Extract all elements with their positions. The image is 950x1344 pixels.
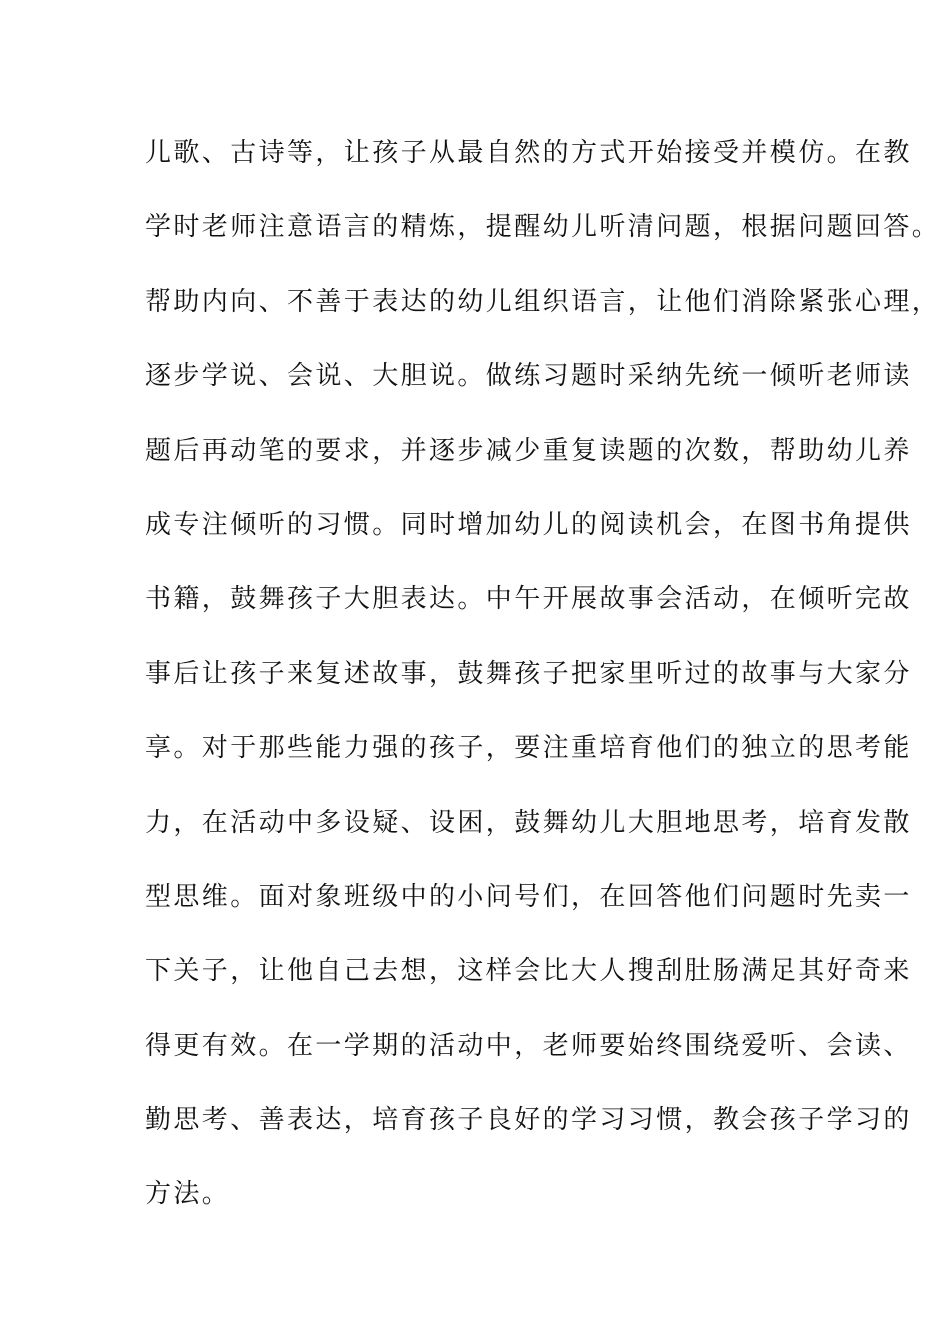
- text-line-15: 方法。: [145, 1179, 231, 1210]
- text-line-9: 享。对于那些能力强的孩子，要注重培育他们的独立的思考能: [145, 733, 912, 764]
- body-text: [145, 133, 941, 1249]
- text-line-3: 帮助内向、不善于表达的幼儿组织语言，让他们消除紧张心理，: [145, 286, 941, 317]
- text-line-5: 题后再动笔的要求，并逐步减少重复读题的次数，帮助幼儿养: [145, 435, 912, 466]
- text-line-2: 学时老师注意语言的精炼，提醒幼儿听清问题，根据问题回答。: [145, 212, 941, 243]
- text-line-12: 下关子，让他自己去想，这样会比大人搜刮肚肠满足其好奇来: [145, 956, 912, 987]
- text-line-14: 勤思考、善表达，培育孩子良好的学习习惯，教会孩子学习的: [145, 1105, 912, 1136]
- text-line-8: 事后让孩子来复述故事，鼓舞孩子把家里听过的故事与大家分: [145, 658, 912, 689]
- text-line-7: 书籍，鼓舞孩子大胆表达。中午开展故事会活动，在倾听完故: [145, 584, 912, 615]
- text-line-10: 力，在活动中多设疑、设困，鼓舞幼儿大胆地思考，培育发散: [145, 807, 912, 838]
- text-line-13: 得更有效。在一学期的活动中，老师要始终围绕爱听、会读、: [145, 1030, 912, 1061]
- text-line-4: 逐步学说、会说、大胆说。做练习题时采纳先统一倾听老师读: [145, 361, 912, 392]
- text-line-11: 型思维。面对象班级中的小问号们，在回答他们问题时先卖一: [145, 881, 912, 912]
- text-line-6: 成专注倾听的习惯。同时增加幼儿的阅读机会，在图书角提供: [145, 509, 912, 540]
- text-line-1: 儿歌、古诗等，让孩子从最自然的方式开始接受并模仿。在教: [145, 138, 912, 168]
